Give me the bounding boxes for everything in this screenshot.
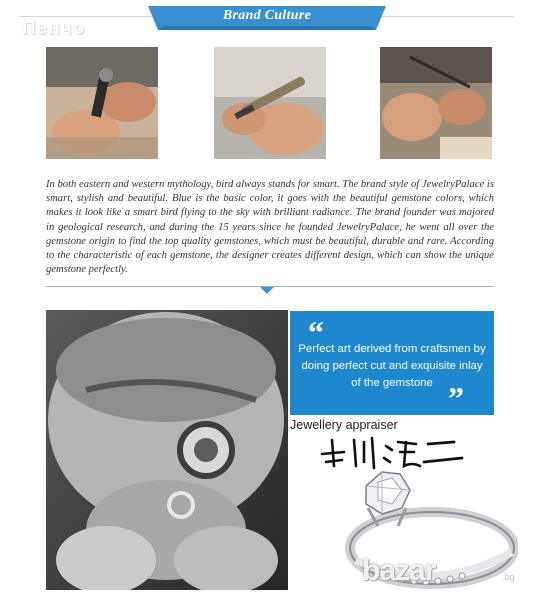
jeweler-engraving-tool-photo — [214, 47, 326, 159]
brand-description: In both eastern and western mythology, bird always stands for smart. The brand style of JewelryPalace is smart, stylish and beautiful. Blue is the basic color, it goes with the beautiful gemstone colors, which makes it look like a smart bird flying to the sky with brilliant radiance. The brand founder was majored in geological research, and during the 15 years since he founded JewelryPalace, he went all over the gemstone origin to find the top quality gemstones, which must be beautiful, durable and rare. According to the characteristic of each gemstone, the designer creates different design, which can show the unique gemstone perfectly. — [46, 179, 494, 276]
divider-arrow-icon — [260, 287, 274, 294]
appraiser-signature — [316, 432, 466, 472]
appraiser-portrait-photo — [46, 310, 288, 590]
quote-text: Perfect art derived from craftsmen by doing perfect cut and exquisite inlay of the gemstone — [298, 343, 486, 389]
close-quote-icon: ” — [448, 380, 464, 416]
appraiser-label: Jewellery appraiser — [290, 418, 398, 432]
watermark-top: Пенчо — [22, 18, 86, 39]
watermark-bazar-suffix: .bg — [502, 572, 515, 582]
jeweler-hands-loupe-photo — [46, 47, 158, 159]
open-quote-icon: “ — [308, 314, 324, 350]
jeweler-bench-work-photo — [380, 47, 492, 159]
watermark-bazar-logo: bazar — [362, 554, 436, 587]
quote-box — [290, 311, 494, 415]
header-title: Brand Culture — [222, 8, 312, 23]
